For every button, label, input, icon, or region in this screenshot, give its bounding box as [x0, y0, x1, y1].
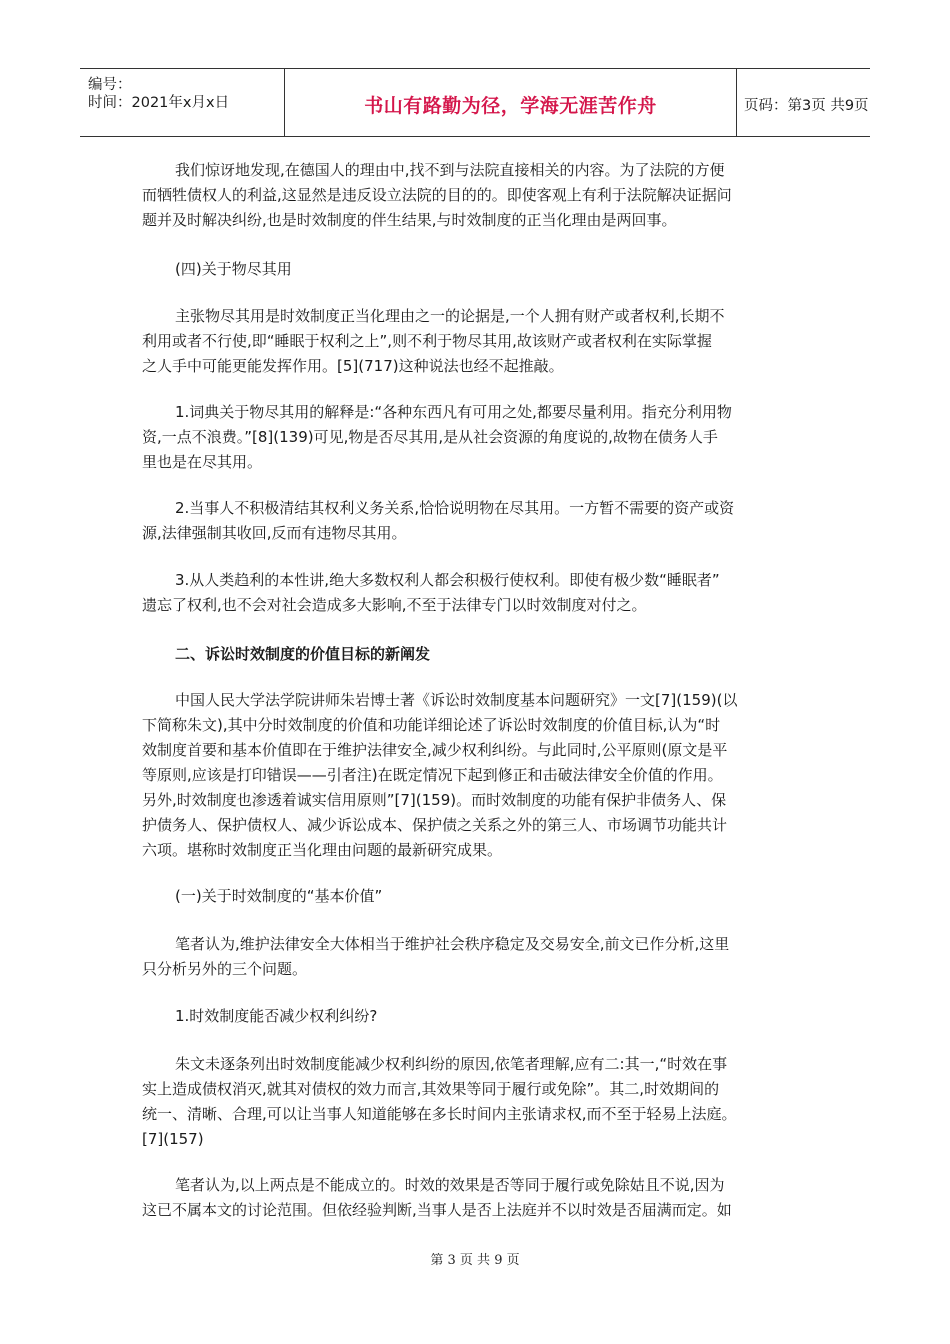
text-line: 笔者认为,以上两点是不能成立的。时效的效果是否等同于履行或免除姑且不说,因为 [175, 1176, 725, 1194]
paragraph-point-two [142, 496, 802, 546]
text-line: 等原则,应该是打印错误——引者注)在既定情况下起到修正和击破法律安全价值的作用。 [142, 766, 723, 784]
heading-basic-value [142, 884, 802, 909]
paragraph-rebuttal [142, 1173, 802, 1223]
text-line: 遗忘了权利,也不会对社会造成多大影响,不至于法律专门以时效制度对付之。 [142, 596, 647, 614]
document-date-label: 时间：2021年x月x日 [88, 95, 230, 111]
text-line: 这已不属本文的讨论范围。但依经验判断,当事人是否上法庭并不以时效是否届满而定。如 [142, 1201, 732, 1219]
text-line: (一)关于时效制度的“基本价值” [175, 887, 383, 905]
section-heading-two [142, 642, 802, 667]
paragraph-zhu-reasons [142, 1052, 802, 1152]
text-line: 中国人民大学法学院讲师朱岩博士著《诉讼时效制度基本问题研究》一文[7](159)(以 [175, 691, 738, 709]
text-line: 实上造成债权消灭,就其对债权的效力而言,其效果等同于履行或免除”。其二,时效期间的 [142, 1080, 720, 1098]
text-line: 里也是在尽其用。 [142, 453, 263, 471]
text-line: 只分析另外的三个问题。 [142, 960, 308, 978]
text-line: 题并及时解决纠纷,也是时效制度的伴生结果,与时效制度的正当化理由是两回事。 [142, 211, 677, 229]
text-line: 效制度首要和基本价值即在于维护法律安全,减少权利纠纷。与此同时,公平原则(原文是平 [142, 741, 728, 759]
text-line: 1.词典关于物尽其用的解释是:“各种东西凡有可用之处,都要尽量利用。指充分利用物 [175, 403, 732, 421]
header-motto: 书山有路勤为径，学海无涯苦作舟 [364, 95, 657, 117]
paragraph-point-one [142, 400, 802, 475]
header-motto-cell [284, 69, 737, 136]
paragraph-point-three [142, 568, 802, 618]
text-line: 二、诉讼时效制度的价值目标的新阐发 [175, 645, 431, 663]
text-line: 资,一点不浪费。”[8](139)可见,物是否尽其用,是从社会资源的角度说的,故物在债务人手 [142, 428, 718, 446]
paragraph-author-view [142, 932, 802, 982]
text-line: 而牺牲债权人的利益,这显然是违反设立法院的目的的。即使客观上有利于法院解决证据问 [142, 186, 732, 204]
paragraph-court-convenience [142, 158, 802, 233]
text-line: 朱文未逐条列出时效制度能减少权利纠纷的原因,依笔者理解,应有二:其一,“时效在事 [175, 1055, 728, 1073]
text-line: 下简称朱文),其中分时效制度的价值和功能详细论述了诉讼时效制度的价值目标,认为“时 [142, 716, 721, 734]
text-line: 另外,时效制度也渗透着诚实信用原则”[7](159)。而时效制度的功能有保护非债务人、保 [142, 791, 727, 809]
text-line: 笔者认为,维护法律安全大体相当于维护社会秩序稳定及交易安全,前文已作分析,这里 [175, 935, 730, 953]
text-line: 统一、清晰、合理,可以让当事人知道能够在多长时间内主张请求权,而不至于轻易上法庭。 [142, 1105, 737, 1123]
text-line: [7](157) [142, 1130, 204, 1148]
paragraph-use-of-things [142, 304, 802, 379]
text-line: 之人手中可能更能发挥作用。[5](717)这种说法也经不起推敲。 [142, 357, 564, 375]
text-line: 2.当事人不积极清结其权利义务关系,恰恰说明物在尽其用。一方暂不需要的资产或资 [175, 499, 735, 517]
header-page-cell [736, 69, 870, 136]
page-footer: 第 3 页 共 9 页 [430, 1253, 520, 1268]
text-line: 主张物尽其用是时效制度正当化理由之一的论据是,一个人拥有财产或者权利,长期不 [175, 307, 725, 325]
page-header [80, 68, 870, 137]
heading-question-one [142, 1004, 802, 1029]
text-line: 3.从人类趋利的本性讲,绝大多数权利人都会积极行使权利。即使有极少数“睡眠者” [175, 571, 720, 589]
paragraph-zhu-article [142, 688, 802, 863]
text-line: 源,法律强制其收回,反而有违物尽其用。 [142, 524, 407, 542]
document-number-label: 编号： [88, 77, 132, 93]
text-line: 我们惊讶地发现,在德国人的理由中,找不到与法院直接相关的内容。为了法院的方便 [175, 161, 725, 179]
text-line: 利用或者不行使,即“睡眠于权利之上”,则不利于物尽其用,故该财产或者权利在实际掌握 [142, 332, 712, 350]
text-line: 六项。堪称时效制度正当化理由问题的最新研究成果。 [142, 841, 503, 859]
heading-section-four [142, 257, 802, 282]
text-line: (四)关于物尽其用 [175, 260, 292, 278]
header-page-number: 页码：第3页 共9页 [744, 98, 869, 114]
text-line: 1.时效制度能否减少权利纠纷? [175, 1007, 378, 1025]
text-line: 护债务人、保护债权人、减少诉讼成本、保护债之关系之外的第三人、市场调节功能共计 [142, 816, 728, 834]
header-meta-cell [80, 69, 284, 136]
